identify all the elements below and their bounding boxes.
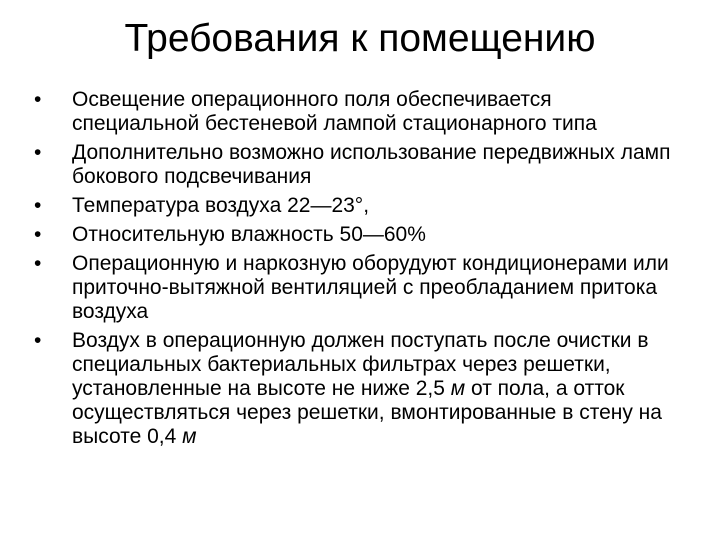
list-item-text: Температура воздуха 22—23°,	[72, 194, 370, 217]
unit-label: м	[182, 425, 197, 448]
bullet-icon: •	[34, 194, 42, 217]
text-part: от пола, а отток осуществляться через решетки, вмонтированные в стену на высоте 0,4	[72, 377, 662, 448]
slide-title: Требования к помещению	[124, 17, 596, 60]
list-item-mobile-lamps	[34, 141, 684, 189]
bullet-icon: •	[34, 141, 42, 164]
list-item-text	[72, 329, 662, 448]
list-item-ventilation	[34, 252, 684, 324]
bullet-list	[34, 88, 684, 454]
text-part: Воздух в операционную должен поступать после очистки в специальных бактериальных фильтрах через решетки, установленные на высоте не ниже 2,5	[72, 329, 649, 400]
bullet-icon: •	[34, 329, 42, 352]
list-item-text: Освещение операционного поля обеспечивается специальной бестеневой лампой стационарного типа	[72, 88, 597, 135]
bullet-icon: •	[34, 88, 42, 111]
bullet-icon: •	[34, 252, 42, 275]
list-item-temperature	[34, 194, 684, 218]
list-item-humidity	[34, 223, 684, 247]
list-item-text: Дополнительно возможно использование передвижных ламп бокового подсвечивания	[72, 141, 671, 188]
list-item-text: Относительную влажность 50—60%	[72, 223, 426, 246]
bullet-icon: •	[34, 223, 42, 246]
list-item-text: Операционную и наркозную оборудуют кондиционерами или приточно-вытяжной вентиляцией с преобладанием притока воздуха	[72, 252, 669, 323]
unit-label: м	[450, 377, 466, 400]
list-item-lighting	[34, 88, 684, 136]
list-item-air-filtration	[34, 329, 684, 449]
